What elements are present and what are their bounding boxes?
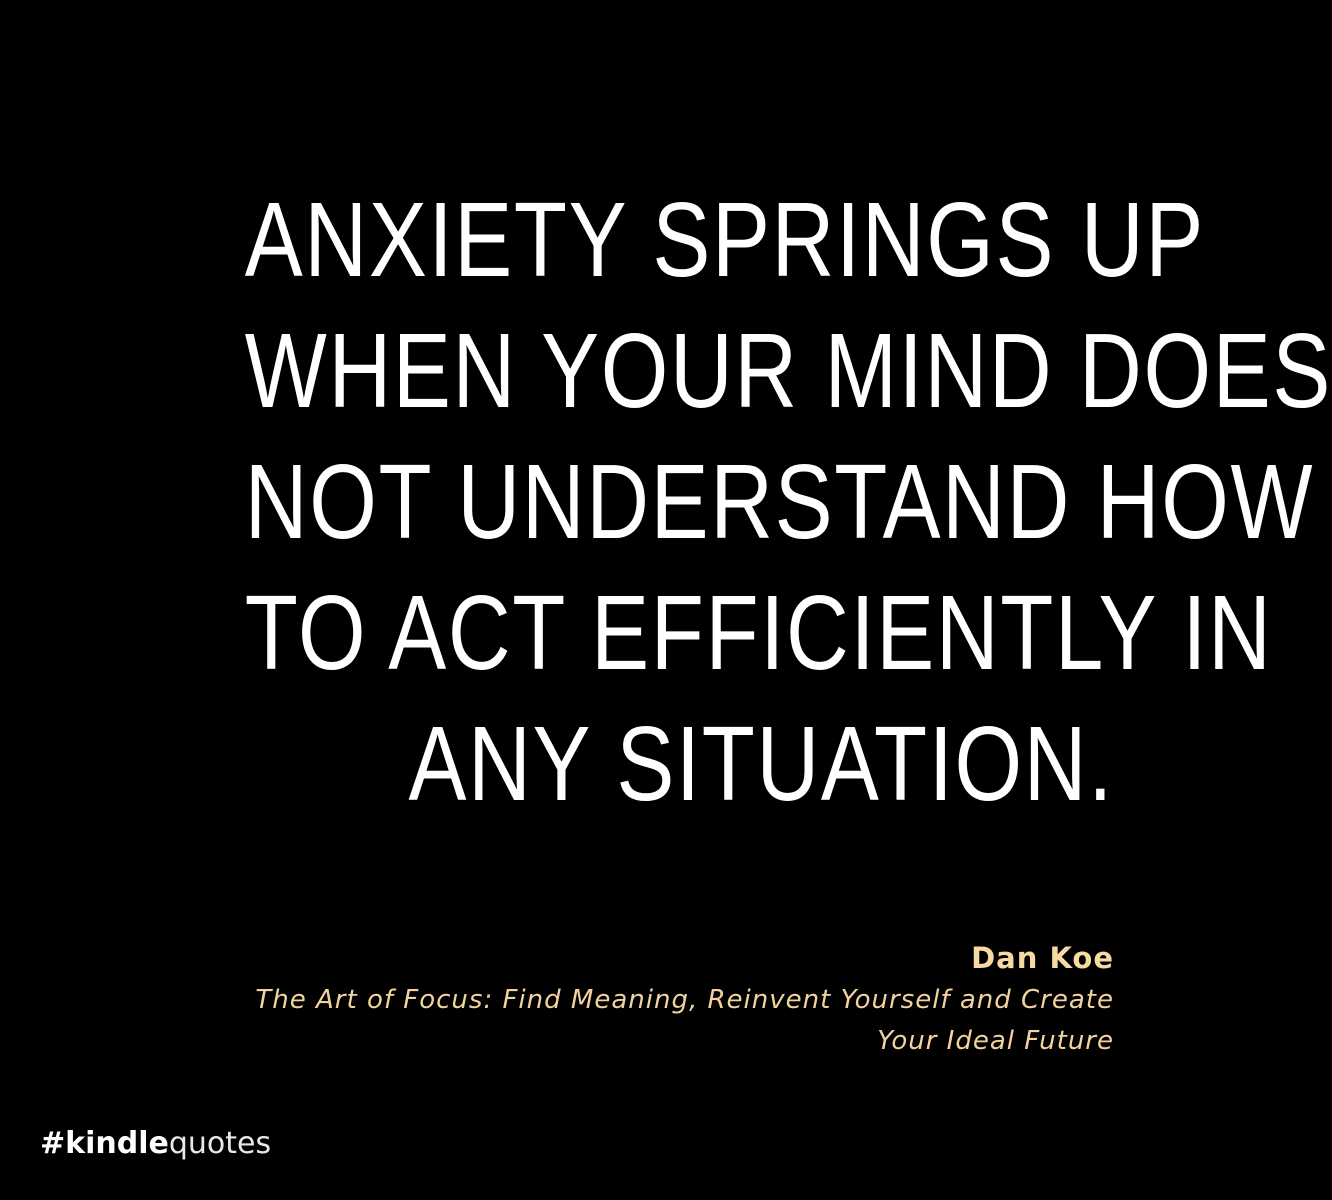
quote-line: TO ACT EFFICIENTLY IN	[244, 574, 1273, 692]
quote-text	[54, 175, 1332, 830]
hashtag-prefix: #kindle	[40, 1126, 169, 1161]
book-title-line-1: The Art of Focus: Find Meaning, Reinvent Yourself and Create	[255, 985, 1114, 1015]
author-name: Dan Koe	[971, 941, 1114, 975]
quote-line: WHEN YOUR MIND DOES	[244, 312, 1332, 430]
quote-line: NOT UNDERSTAND HOW	[244, 443, 1315, 561]
hashtag-suffix: quotes	[168, 1126, 272, 1161]
kindle-quotes-hashtag	[40, 1124, 271, 1164]
quote-line: ANY SITUATION.	[408, 705, 1114, 823]
book-title-line-2: Your Ideal Future	[877, 1026, 1114, 1056]
quote-line: ANXIETY SPRINGS UP	[244, 181, 1205, 299]
attribution	[54, 936, 1114, 1062]
